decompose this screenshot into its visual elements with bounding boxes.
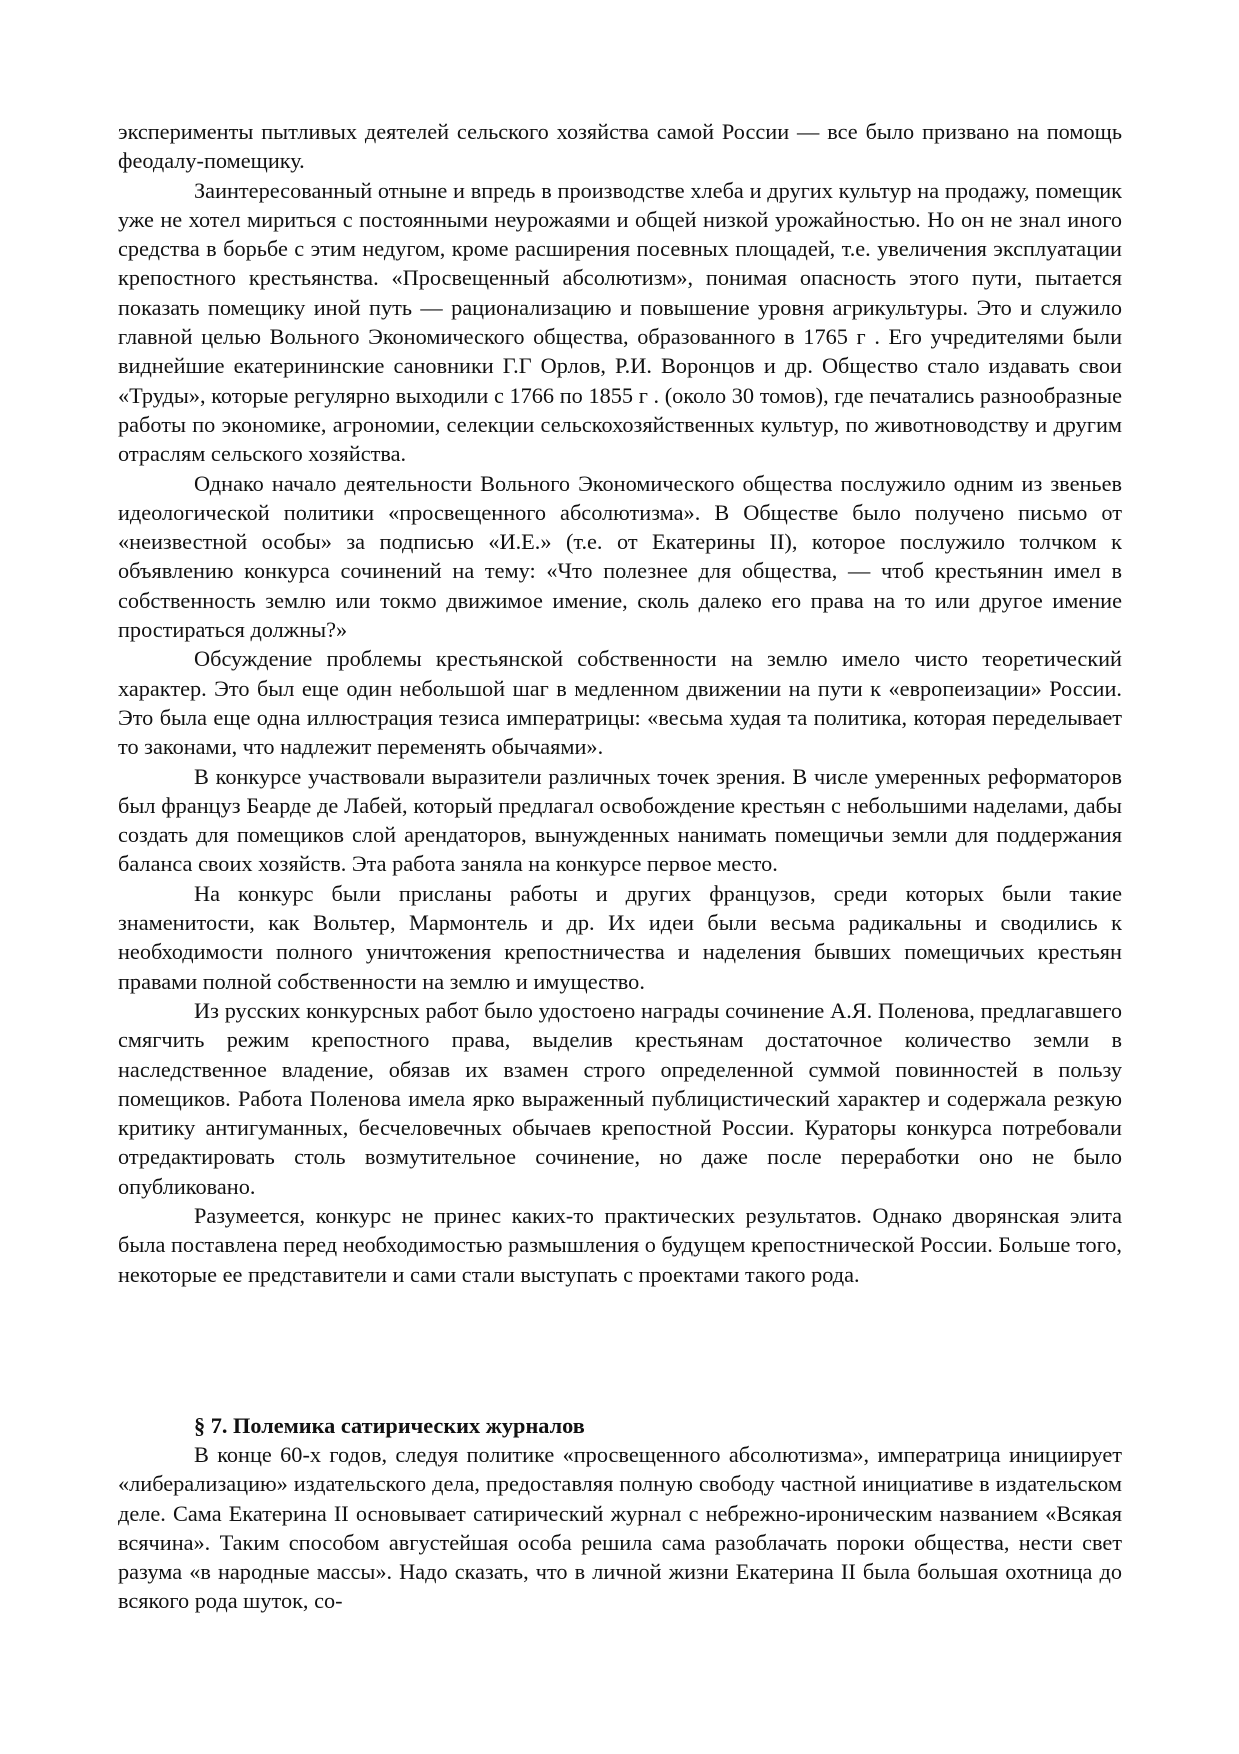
section-heading: § 7. Полемика сатирических журналов bbox=[194, 1413, 585, 1438]
body-text-section-2 bbox=[118, 1440, 1122, 1616]
paragraph: Заинтересованный отныне и впредь в производстве хлеба и других культур на продажу, помещик уже не хотел мириться с постоянными неурожаями и общей низкой урожайностью. Но он не знал иного средства в борьбе с этим недугом, кроме расширения посевных площадей, т.е. увеличения эксплуатации крепостного крестьянства. «Просвещенный абсолютизм», понимая опасность этого пути, пытается показать помещику иной путь — рационализацию и повышение уровня агрикультуры. Это и служило главной целью Вольного Экономического общества, образованного в 1765 г . Его учредителями были виднейшие екатерининские сановники Г.Г Орлов, Р.И. Воронцов и др. Общество стало издавать свои «Труды», которые регулярно выходили с 1766 по 1855 г . (около 30 томов), где печатались разнообразные работы по экономике, агрономии, селекции сельскохозяйственных культур, по животноводству и другим отраслям сельского хозяйства. bbox=[118, 177, 1122, 467]
paragraph: В конце 60-х годов, следуя политике «просвещенного абсолютизма», императрица инициирует «либерализацию» издательского дела, предоставляя полную свободу частной инициативе в издательском деле. Сама Екатерина II основывает сатирический журнал с небрежно-ироническим названием «Всякая всячина». Таким способом августейшая особа решила сама разоблачать пороки общества, нести свет разума «в народные массы». Надо сказать, что в личной жизни Екатерина II была большая охотница до всякого рода шуток, со- bbox=[118, 1442, 1122, 1614]
paragraph: Обсуждение проблемы крестьянской собственности на землю имело чисто теоретический характер. Это был еще один небольшой шаг в медленном движении на пути к «европеизации» России. Это была еще одна иллюстрация тезиса императрицы: «весьма худая та политика, которая переделывает то законами, что надлежит переменять обычаями». bbox=[118, 646, 1122, 760]
paragraph: Однако начало деятельности Вольного Экономического общества послужило одним из звеньев идеологической политики «просвещенного абсолютизма». В Обществе было получено письмо от «неизвестной особы» за подписью «И.Е.» (т.е. от Екатерины II), которое послужило толчком к объявлению конкурса сочинений на тему: «Что полезнее для общества, — чтоб крестьянин имел в собственность землю или токмо движимое имение, сколь далеко его права на то или другое имение простираться должны?» bbox=[118, 470, 1122, 643]
paragraph: Разумеется, конкурс не принес каких-то практических результатов. Однако дворянская элита была поставлена перед необходимостью размышления о будущем крепостнической России. Больше того, некоторые ее представители и сами стали выступать с проектами такого рода. bbox=[118, 1202, 1122, 1287]
body-text-section-1 bbox=[118, 117, 1122, 1289]
paragraph: Из русских конкурсных работ было удостоено награды сочинение А.Я. Поленова, предлагавшего смягчить режим крепостного права, выделив крестьянам достаточное количество земли в наследственное владение, обязав их взамен строго определенной суммой повинностей в пользу помещиков. Работа Поленова имела ярко выраженный публицистический характер и содержала резкую критику антигуманных, бесчеловечных обычаев крепостной России. Кураторы конкурса потребовали отредактировать столь возмутительное сочинение, но даже после переработки оно не было опубликовано. bbox=[118, 997, 1122, 1199]
paragraph: На конкурс были присланы работы и других французов, среди которых были такие знаменитости, как Вольтер, Мармонтель и др. Их идеи были весьма радикальны и сводились к необходимости полного уничтожения крепостничества и наделения бывших помещичьих крестьян правами полной собственности на землю и имущество. bbox=[118, 880, 1122, 994]
paragraph: В конкурсе участвовали выразители различных точек зрения. В числе умеренных реформаторов был француз Беарде де Лабей, который предлагал освобождение крестьян с небольшими наделами, дабы создать для помещиков слой арендаторов, вынужденных нанимать помещичьи земли для поддержания баланса своих хозяйств. Эта работа заняла на конкурсе первое место. bbox=[118, 763, 1122, 877]
paragraph-continuation: эксперименты пытливых деятелей сельского хозяйства самой России — все было призвано на помощь феодалу-помещику. bbox=[118, 119, 1122, 174]
